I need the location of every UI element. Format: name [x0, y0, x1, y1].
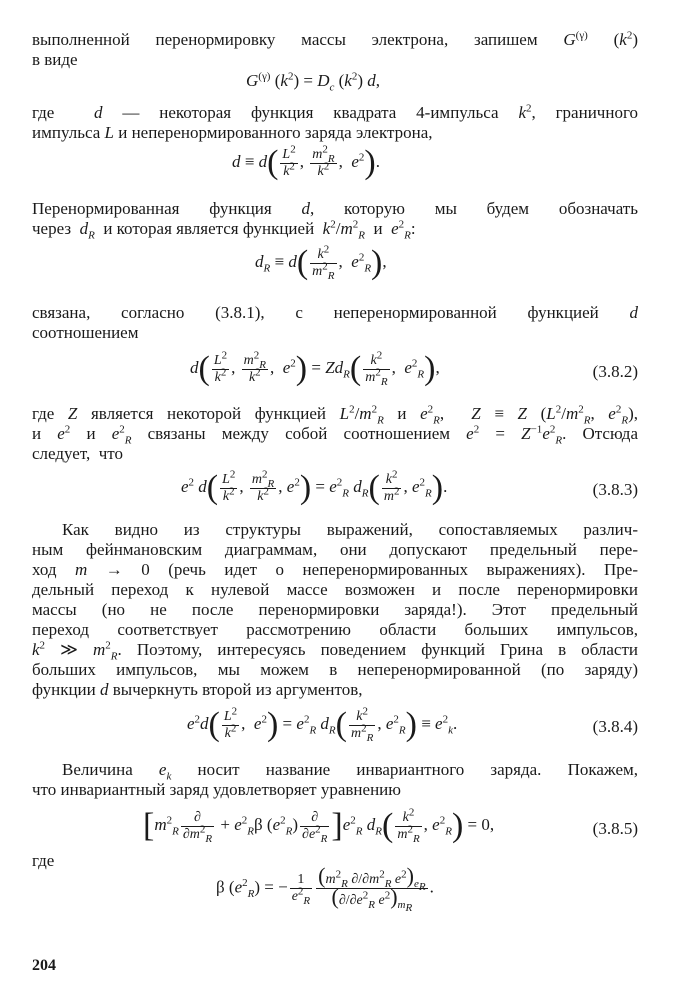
- equation-number: (3.8.4): [592, 717, 638, 736]
- text-line: Величина $e_k$ носит название инвариантного заряда. Покажем,: [62, 760, 638, 783]
- formula-384: $e^2d$( $\frac{L^2}{k^2}$ , $e^2) = e^2_R$ $d_R$( $\frac{k^2}{m^2_R}$ , $e^2_R) \equiv e^2_k$.: [187, 704, 458, 744]
- formula-dr: $d_R \equiv d$( $\frac{k^2}{m^2_R}$ , $e^2_R$),: [255, 242, 387, 282]
- formula-d: d ≡ d( $\frac{L^2}{k^2}$ , $\frac{m^2_R}{k^2}$ , $e^2$).: [232, 142, 380, 181]
- text-line: импульса L и неперенормированного заряда электрона,: [32, 123, 433, 142]
- text-line: выполненной перенормировку массы электрона, запишем $G^{(\gamma)}$ $(k^2)$: [32, 29, 638, 49]
- text-line: и $e^2$ и $e^2_R$ связаны между собой соотношением $e^2 = Z^{-1}e^2_R$. Отсюда: [32, 423, 638, 447]
- text-line: Как видно из структуры выражений, сопоставляемых различ-: [62, 520, 638, 539]
- equation-number: (3.8.2): [592, 362, 638, 381]
- text-line: Перенормированная функция d, которую мы будем обозначать: [32, 199, 638, 218]
- text-line: соотношением: [32, 323, 139, 342]
- text-line: через $d_R$ и которая является функцией $k^2/m^2_R$ и $e^2_R$:: [32, 218, 416, 242]
- formula-385: [$m^2_R$ $\frac{\partial}{\partial m^2_R}$ + $e^2_R\beta$ $(e^2_R)$ $\frac{\partial}{\partial e^2_R}$ ]$e^2_R$ $d_R$( $\frac{k^2}{m^2_R}$ , $e^2_R) = 0$,: [143, 805, 495, 845]
- text-line: функции d вычеркнуть второй из аргументов,: [32, 680, 363, 699]
- text-line: следует, что: [32, 444, 123, 463]
- text-line: дельный переход к нулевой массе возможен и после перенормировки: [32, 580, 638, 599]
- formula-g: $G^{(\gamma)}$ $(k^2) = D_c$ $(k^2)$ d,: [246, 70, 380, 94]
- text-line: что инвариантный заряд удовлетворяет уравнению: [32, 780, 401, 799]
- formula-382: d( $\frac{L^2}{k^2}$ , $\frac{m^2_R}{k^2}$ , $e^2) = Zd_R$( $\frac{k^2}{m^2_R}$ , $e^2_R$),: [190, 348, 440, 388]
- text-line: где: [32, 851, 55, 870]
- text-line: ход m → 0 (речь идет о неперенормированных выражениях). Пре-: [32, 560, 638, 579]
- text-line: связана, согласно (3.8.1), с неперенормированной функцией d: [32, 303, 638, 322]
- text-line: где d — некоторая функция квадрата 4-импульса $k^2$, граничного: [32, 102, 638, 122]
- text-line: $k^2$ ≫ $m^2_R$. Поэтому, интересуясь поведением функций Грина в области: [32, 639, 638, 663]
- formula-383: $e^2$ d( $\frac{L^2}{k^2}$ , $\frac{m^2_R}{k^2}$ , $e^2) = e^2_R$ $d_R$( $\frac{k^2}{m^2}$ , $e^2_R$).: [181, 467, 448, 506]
- formula-beta: β $(e^2_R)$ = − $\frac{1}{e^2_R}$ $\frac{(m^2_R \partial/\partial m^2_R e^2)_{e_R}}{(\partial/\partial e^2_R e^2)_{m_R}}$ .: [216, 863, 434, 914]
- text-line: ным фейнмановским диаграммам, они допускают предельный пере-: [32, 540, 638, 559]
- text-line: больших импульсов, мы можем в неперенормированной (по заряду): [32, 660, 638, 679]
- text-line: где Z является некоторой функцией $L^2/m^2_R$ и $e^2_R$, Z ≡ Z ($L^2/m^2_R$, $e^2_R$),: [32, 403, 638, 427]
- text-line: переход соответствует рассмотрению области больших импульсов,: [32, 620, 638, 639]
- equation-number: (3.8.5): [592, 819, 638, 838]
- text-line: массы (но не после перенормировки заряда!). Этот предельный: [32, 600, 638, 619]
- equation-number: (3.8.3): [592, 480, 638, 499]
- text-line: в виде: [32, 50, 78, 69]
- page-number: 204: [32, 957, 56, 974]
